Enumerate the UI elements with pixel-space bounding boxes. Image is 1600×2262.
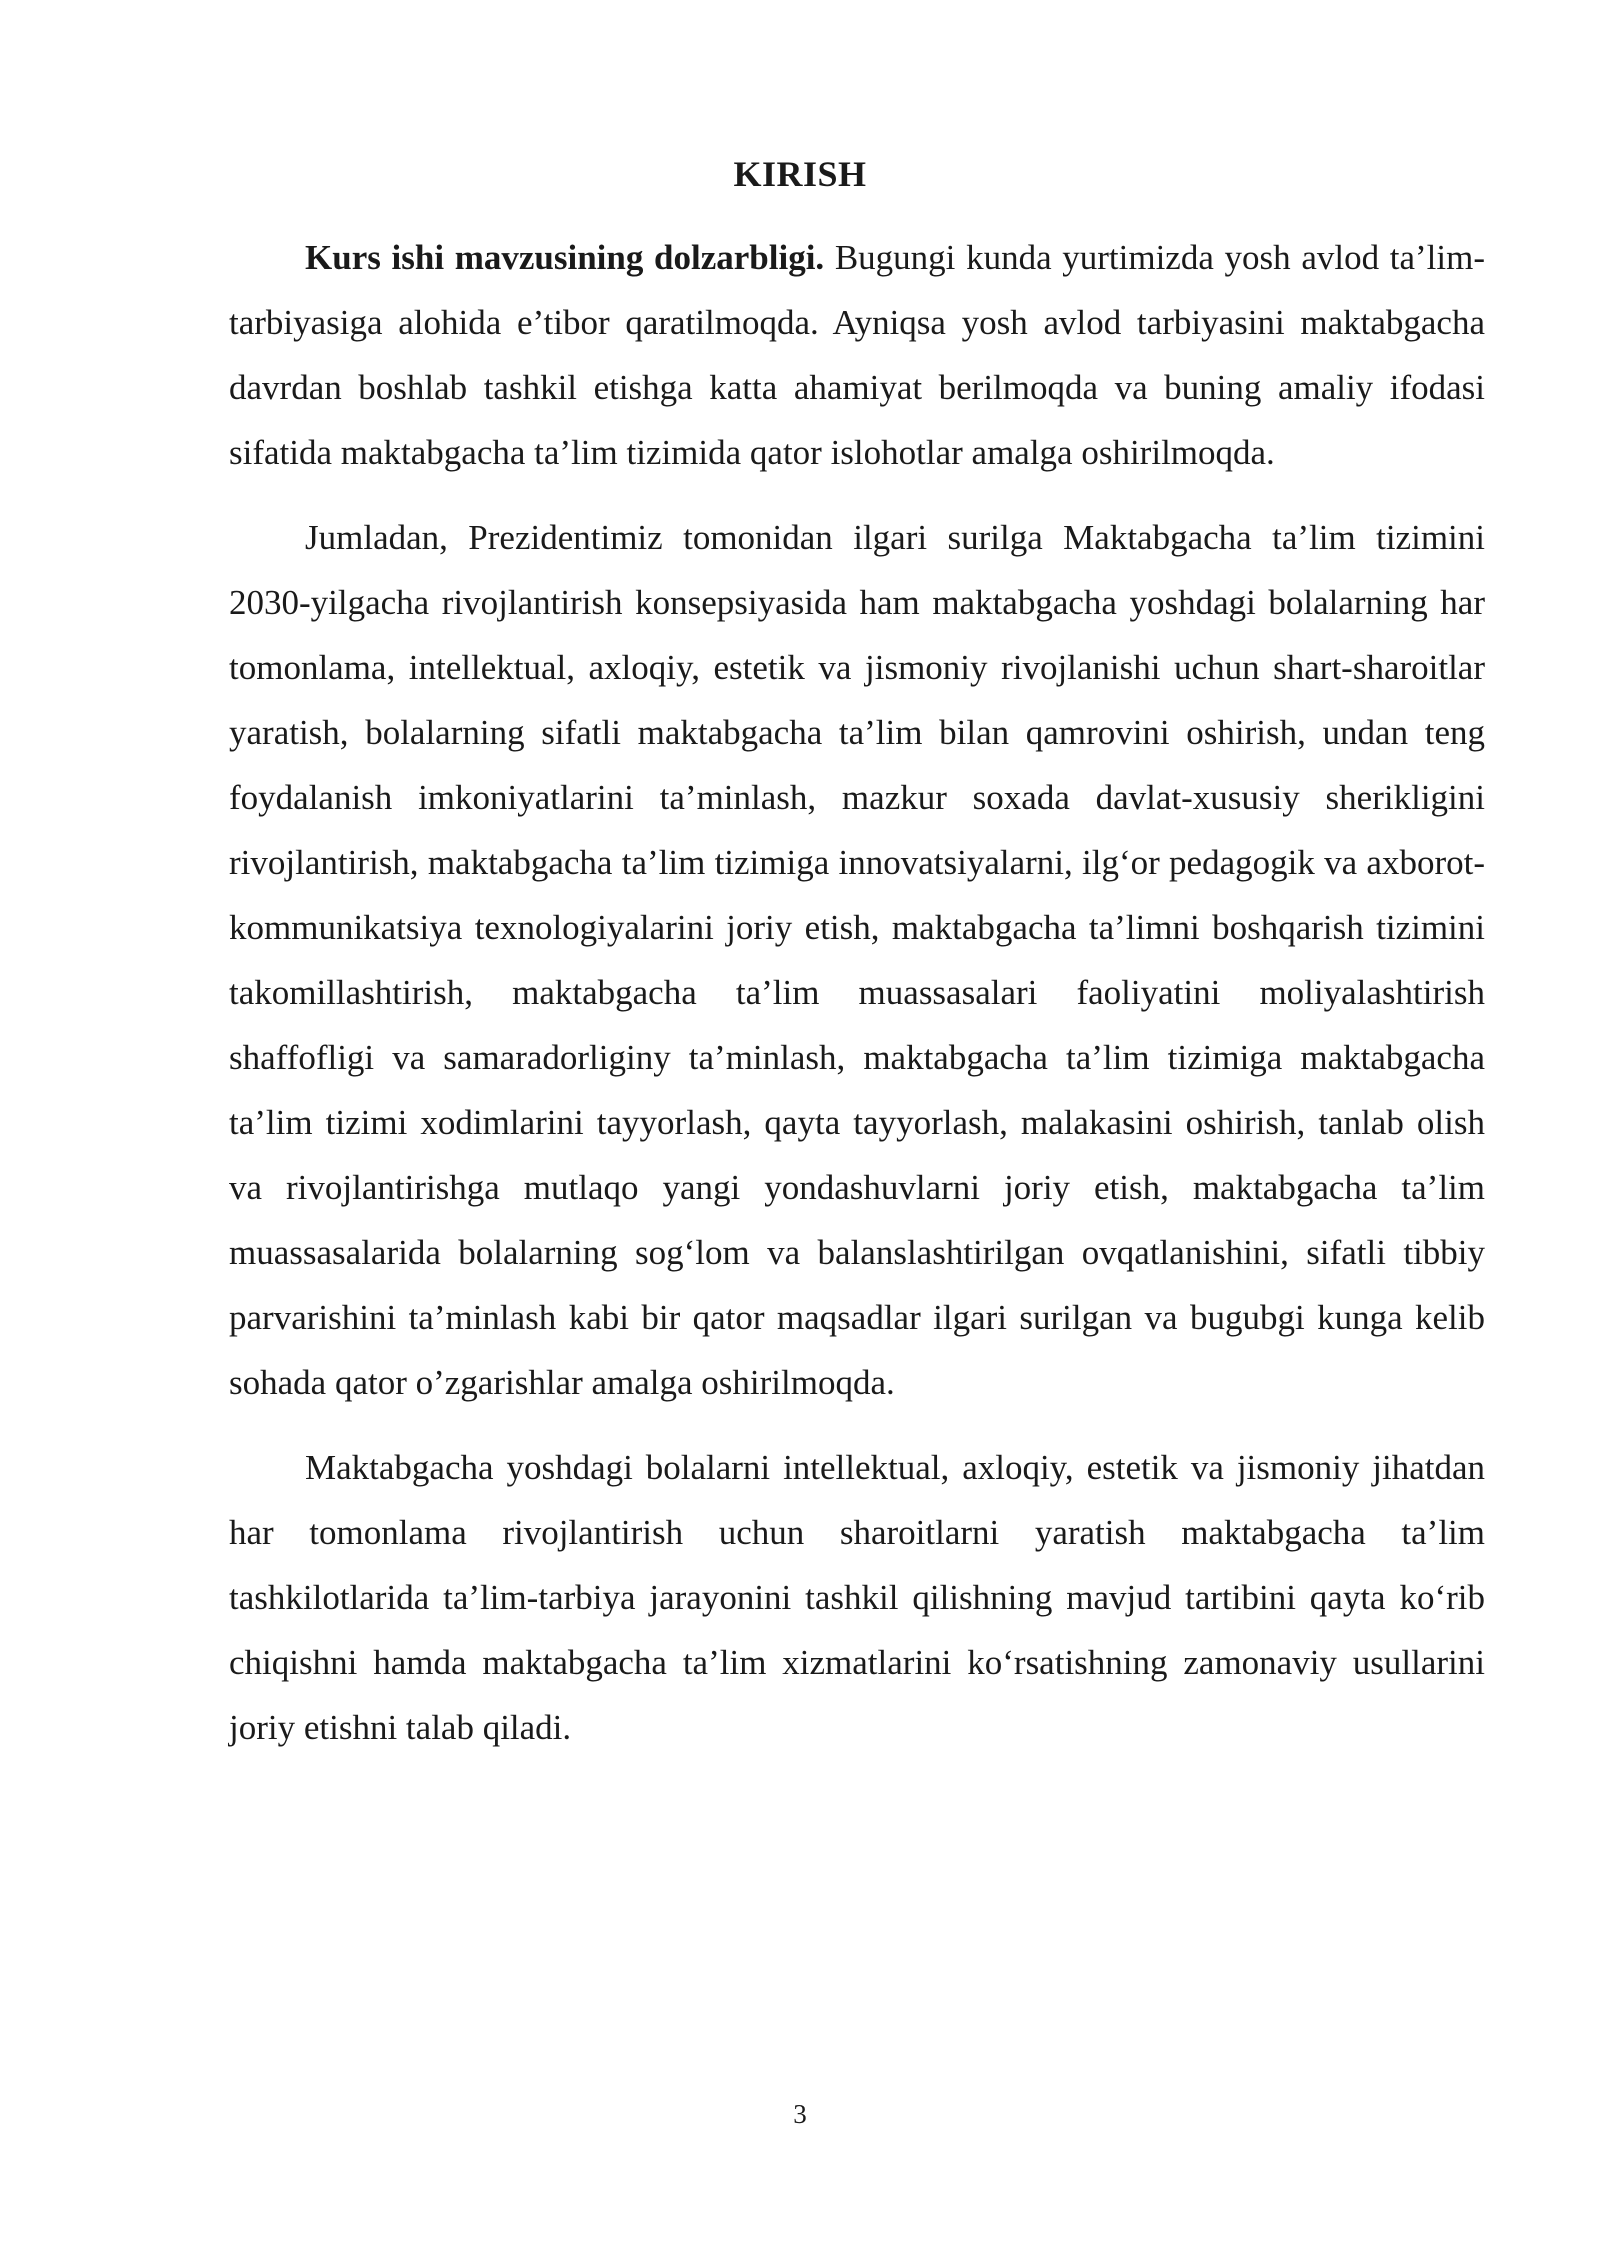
paragraph-conditions: Maktabgacha yoshdagi bolalarni intellektual, axloqiy, estetik va jismoniy jihatdan har tomonlama rivojlantirish uchun sharoitlarni yaratish maktabgacha ta’lim tashkilotlarida ta’lim-tarbiya jarayonini tashkil qilishning mavjud tartibini qayta ko‘rib chiqishni hamda maktabgacha ta’lim xizmatlarini ko‘rsatishning zamonaviy usullarini joriy etishni talab qiladi. <box>229 1448 1485 1747</box>
section-heading: KIRISH <box>733 154 867 194</box>
document-body <box>229 225 1485 1760</box>
paragraph-lead-in: Kurs ishi mavzusining dolzarbligi. <box>305 238 825 277</box>
paragraph-relevance <box>229 225 1485 485</box>
page-number: 3 <box>793 2099 807 2129</box>
paragraph-text: Bugungi kunda yurtimizda yosh avlod ta’lim-tarbiyasiga alohida e’tibor qaratilmoqda. Ayniqsa yosh avlod tarbiyasini maktabgacha davrdan boshlab tashkil etishga katta ahamiyat berilmoqda va buning amaliy ifodasi sifatida maktabgacha ta’lim tizimida qator islohotlar amalga oshirilmoqda. <box>229 238 1485 472</box>
paragraph-concept: Jumladan, Prezidentimiz tomonidan ilgari surilga Maktabgacha ta’lim tizimini 2030-yilgacha rivojlantirish konsepsiyasida ham maktabgacha yoshdagi bolalarning har tomonlama, intellektual, axloqiy, estetik va jismoniy rivojlanishi uchun shart-sharoitlar yaratish, bolalarning sifatli maktabgacha ta’lim bilan qamrovini oshirish, undan teng foydalanish imkoniyatlarini ta’minlash, mazkur soxada davlat-xususiy sherikligini rivojlantirish, maktabgacha ta’lim tizimiga innovatsiyalarni, ilg‘or pedagogik va axborot-kommunikatsiya texnologiyalarini joriy etish, maktabgacha ta’limni boshqarish tizimini takomillashtirish, maktabgacha ta’lim muassasalari faoliyatini moliyalashtirish shaffofligi va samaradorliginy ta’minlash, maktabgacha ta’lim tizimiga maktabgacha ta’lim tizimi xodimlarini tayyorlash, qayta tayyorlash, malakasini oshirish, tanlab olish va rivojlantirishga mutlaqo yangi yondashuvlarni joriy etish, maktabgacha ta’lim muassasalarida bolalarning sog‘lom va balanslashtirilgan ovqatlanishini, sifatli tibbiy parvarishini ta’minlash kabi bir qator maqsadlar ilgari surilgan va bugubgi kunga kelib sohada qator o’zgarishlar amalga oshirilmoqda. <box>229 518 1485 1402</box>
